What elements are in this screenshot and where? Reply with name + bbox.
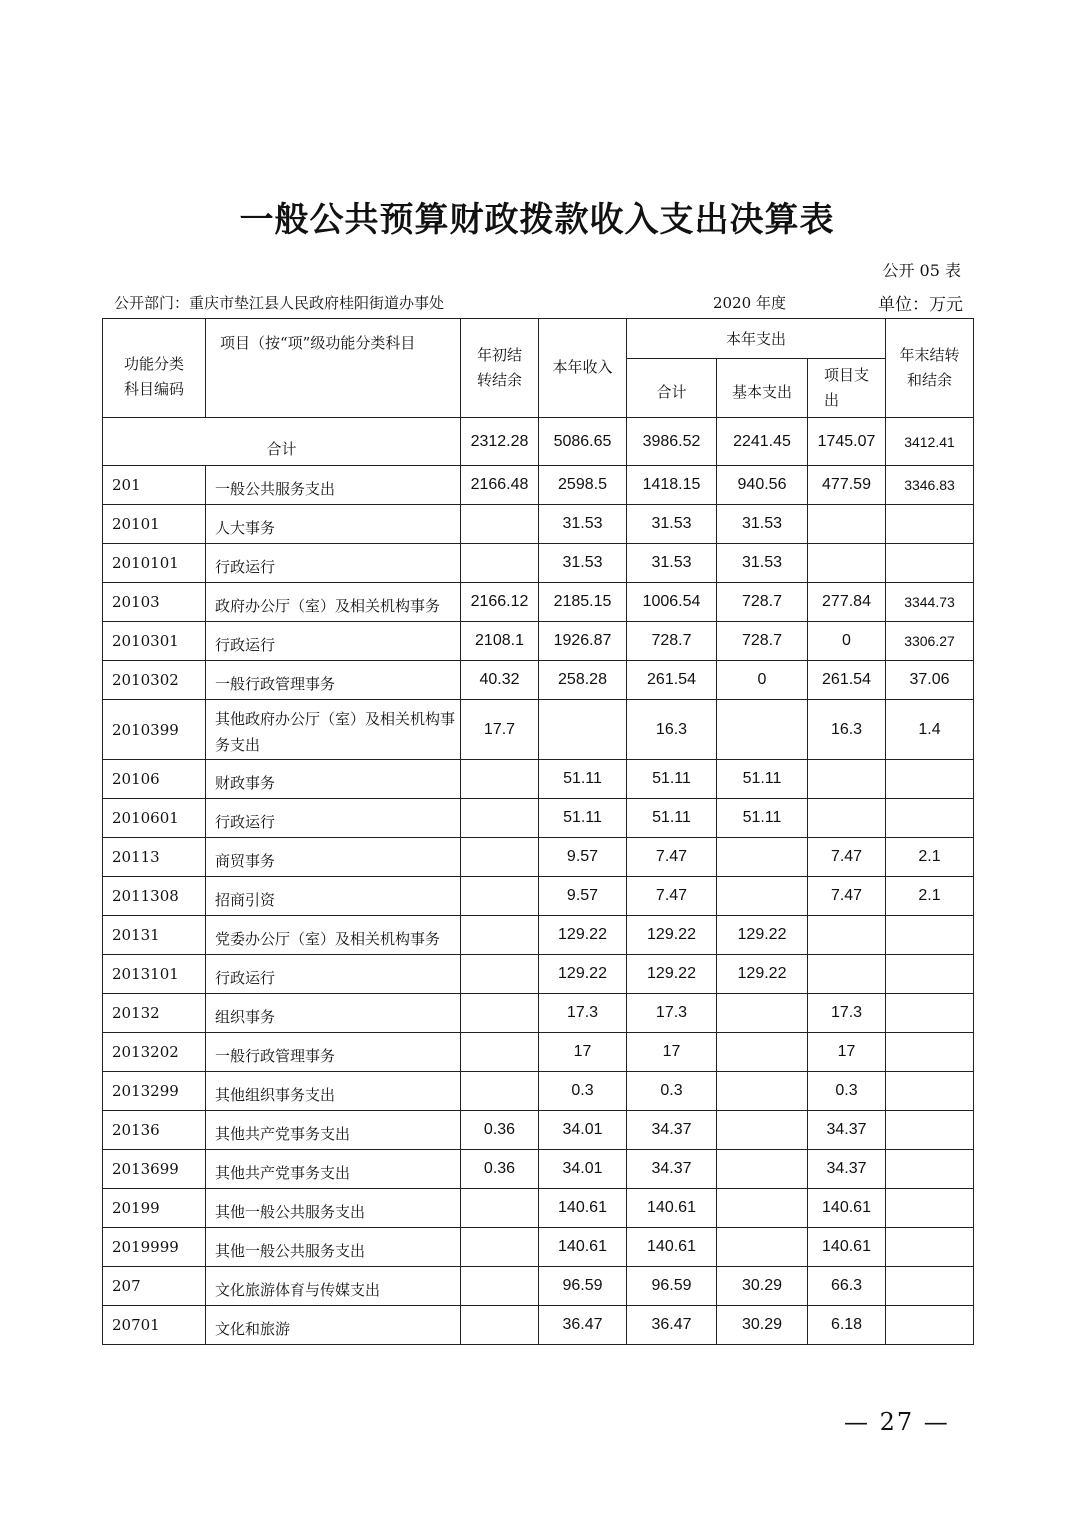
row-project [808,544,886,583]
row-code: 2010601 [103,799,206,838]
row-total: 17.3 [627,994,717,1033]
header-item: 项目（按“项”级功能分类科目 [206,319,461,418]
row-basic: 728.7 [717,583,808,622]
row-name: 其他共产党事务支出 [206,1150,461,1189]
form-number: 公开 05 表 [882,261,961,280]
row-code: 20113 [103,838,206,877]
row-total: 7.47 [627,838,717,877]
row-income: 34.01 [539,1150,627,1189]
row-basic: 31.53 [717,544,808,583]
row-code: 20103 [103,583,206,622]
row-total: 51.11 [627,799,717,838]
row-name: 行政运行 [206,544,461,583]
row-name: 组织事务 [206,994,461,1033]
header-income: 本年收入 [539,319,627,418]
row-basic: 0 [717,661,808,700]
row-income: 31.53 [539,544,627,583]
row-code: 2010101 [103,544,206,583]
row-name: 招商引资 [206,877,461,916]
table-row [103,622,974,661]
table-row [103,505,974,544]
row-income: 140.61 [539,1228,627,1267]
row-end: 3306.27 [886,622,974,661]
row-project: 277.84 [808,583,886,622]
row-income: 31.53 [539,505,627,544]
row-total: 34.37 [627,1111,717,1150]
row-code: 20132 [103,994,206,1033]
table-row [103,544,974,583]
total-label: 合计 [103,418,461,466]
row-name: 其他组织事务支出 [206,1072,461,1111]
row-total: 96.59 [627,1267,717,1306]
row-end [886,916,974,955]
row-name: 其他一般公共服务支出 [206,1228,461,1267]
row-code: 2011308 [103,877,206,916]
total-expenditure: 3986.52 [627,418,717,466]
row-end [886,955,974,994]
row-begin [461,955,539,994]
row-project: 0 [808,622,886,661]
row-end [886,1228,974,1267]
total-income: 5086.65 [539,418,627,466]
row-end [886,1033,974,1072]
row-code: 2013101 [103,955,206,994]
row-code: 2010302 [103,661,206,700]
row-total: 17 [627,1033,717,1072]
row-total: 129.22 [627,916,717,955]
row-income [539,700,627,760]
row-begin: 2108.1 [461,622,539,661]
row-end: 2.1 [886,838,974,877]
row-total: 129.22 [627,955,717,994]
page-number: — 27 — [844,1408,950,1436]
table-row [103,799,974,838]
table-row [103,583,974,622]
fiscal-year: 2020 年度 [713,294,786,312]
row-end [886,994,974,1033]
row-basic [717,1228,808,1267]
row-begin [461,994,539,1033]
header-code: 功能分类科目编码 [103,319,206,418]
row-project: 7.47 [808,838,886,877]
row-basic: 728.7 [717,622,808,661]
table-row [103,1189,974,1228]
table-row [103,1150,974,1189]
row-basic [717,1072,808,1111]
row-basic: 51.11 [717,760,808,799]
row-name: 商贸事务 [206,838,461,877]
row-project: 34.37 [808,1111,886,1150]
row-end [886,1150,974,1189]
row-basic: 30.29 [717,1306,808,1345]
row-income: 34.01 [539,1111,627,1150]
total-row [103,418,974,466]
row-name: 其他政府办公厅（室）及相关机构事务支出 [206,700,461,760]
row-income: 129.22 [539,916,627,955]
table-row [103,955,974,994]
row-project: 7.47 [808,877,886,916]
table-row [103,838,974,877]
total-end: 3412.41 [886,418,974,466]
row-code: 20199 [103,1189,206,1228]
row-begin [461,1189,539,1228]
row-income: 17 [539,1033,627,1072]
row-total: 7.47 [627,877,717,916]
row-income: 140.61 [539,1189,627,1228]
row-total: 1006.54 [627,583,717,622]
row-basic [717,994,808,1033]
table-row [103,700,974,760]
row-income: 1926.87 [539,622,627,661]
row-name: 行政运行 [206,799,461,838]
row-basic: 51.11 [717,799,808,838]
row-project: 261.54 [808,661,886,700]
table-row [103,994,974,1033]
header-row-1 [103,319,974,359]
row-end [886,1111,974,1150]
row-end [886,1306,974,1345]
budget-table [102,318,974,1345]
row-total: 34.37 [627,1150,717,1189]
row-name: 一般行政管理事务 [206,661,461,700]
row-total: 140.61 [627,1228,717,1267]
row-project [808,505,886,544]
row-project: 17 [808,1033,886,1072]
row-name: 行政运行 [206,955,461,994]
header-total: 合计 [627,359,717,418]
row-income: 129.22 [539,955,627,994]
row-income: 17.3 [539,994,627,1033]
row-total: 36.47 [627,1306,717,1345]
header-end-balance: 年末结转和结余 [886,319,974,418]
row-name: 文化旅游体育与传媒支出 [206,1267,461,1306]
row-begin [461,544,539,583]
table-row [103,1033,974,1072]
row-name: 一般公共服务支出 [206,466,461,505]
table-row [103,466,974,505]
row-end: 1.4 [886,700,974,760]
row-project: 0.3 [808,1072,886,1111]
table-row [103,1111,974,1150]
row-end [886,544,974,583]
total-begin: 2312.28 [461,418,539,466]
row-project: 6.18 [808,1306,886,1345]
row-end: 37.06 [886,661,974,700]
row-total: 31.53 [627,544,717,583]
unit-label: 单位：万元 [878,295,963,315]
row-code: 20701 [103,1306,206,1345]
row-end [886,1267,974,1306]
total-project: 1745.07 [808,418,886,466]
row-code: 20101 [103,505,206,544]
row-total: 1418.15 [627,466,717,505]
row-begin [461,799,539,838]
header-project: 项目支出 [808,359,886,418]
row-name: 人大事务 [206,505,461,544]
row-name: 一般行政管理事务 [206,1033,461,1072]
row-basic [717,1189,808,1228]
row-name: 党委办公厅（室）及相关机构事务 [206,916,461,955]
row-basic: 30.29 [717,1267,808,1306]
table-row [103,916,974,955]
row-begin [461,877,539,916]
row-income: 2598.5 [539,466,627,505]
row-begin: 17.7 [461,700,539,760]
document-title: 一般公共预算财政拨款收入支出决算表 [239,200,835,240]
row-end: 2.1 [886,877,974,916]
row-name: 文化和旅游 [206,1306,461,1345]
row-code: 2010399 [103,700,206,760]
row-income: 51.11 [539,799,627,838]
row-begin: 40.32 [461,661,539,700]
row-begin [461,838,539,877]
row-end [886,1072,974,1111]
header-begin-balance: 年初结转结余 [461,319,539,418]
table-row [103,760,974,799]
row-begin: 2166.12 [461,583,539,622]
row-basic [717,838,808,877]
table-row [103,1072,974,1111]
table-row [103,1306,974,1345]
row-income: 0.3 [539,1072,627,1111]
row-begin [461,505,539,544]
row-begin: 0.36 [461,1150,539,1189]
row-project: 17.3 [808,994,886,1033]
row-project: 34.37 [808,1150,886,1189]
row-begin: 2166.48 [461,466,539,505]
row-code: 2013202 [103,1033,206,1072]
row-end [886,505,974,544]
row-project: 16.3 [808,700,886,760]
row-code: 207 [103,1267,206,1306]
table-row [103,877,974,916]
row-end: 3346.83 [886,466,974,505]
total-basic: 2241.45 [717,418,808,466]
row-project: 140.61 [808,1228,886,1267]
department-label: 公开部门：重庆市垫江县人民政府桂阳街道办事处 [114,294,445,312]
row-income: 9.57 [539,838,627,877]
row-begin [461,760,539,799]
row-basic [717,1111,808,1150]
row-begin [461,1228,539,1267]
table-row [103,661,974,700]
row-income: 258.28 [539,661,627,700]
row-basic: 940.56 [717,466,808,505]
row-project [808,955,886,994]
header-expenditure: 本年支出 [627,319,886,359]
row-end [886,799,974,838]
row-code: 201 [103,466,206,505]
row-basic [717,1033,808,1072]
row-code: 2019999 [103,1228,206,1267]
row-end [886,760,974,799]
row-name: 其他共产党事务支出 [206,1111,461,1150]
row-basic [717,700,808,760]
row-total: 0.3 [627,1072,717,1111]
row-project: 140.61 [808,1189,886,1228]
row-name: 其他一般公共服务支出 [206,1189,461,1228]
row-name: 行政运行 [206,622,461,661]
header-basic: 基本支出 [717,359,808,418]
row-income: 2185.15 [539,583,627,622]
row-basic [717,877,808,916]
row-code: 2010301 [103,622,206,661]
row-end [886,1189,974,1228]
row-code: 2013699 [103,1150,206,1189]
row-total: 728.7 [627,622,717,661]
row-income: 9.57 [539,877,627,916]
row-basic: 129.22 [717,955,808,994]
row-total: 51.11 [627,760,717,799]
row-begin [461,1267,539,1306]
row-end: 3344.73 [886,583,974,622]
row-basic [717,1150,808,1189]
row-project: 66.3 [808,1267,886,1306]
row-project [808,760,886,799]
row-basic: 129.22 [717,916,808,955]
row-total: 261.54 [627,661,717,700]
row-code: 20136 [103,1111,206,1150]
row-income: 51.11 [539,760,627,799]
row-project [808,799,886,838]
row-total: 31.53 [627,505,717,544]
row-basic: 31.53 [717,505,808,544]
row-code: 2013299 [103,1072,206,1111]
table-row [103,1267,974,1306]
row-begin [461,916,539,955]
row-project: 477.59 [808,466,886,505]
row-begin: 0.36 [461,1111,539,1150]
row-begin [461,1306,539,1345]
row-begin [461,1033,539,1072]
row-total: 140.61 [627,1189,717,1228]
row-project [808,916,886,955]
row-code: 20106 [103,760,206,799]
table-row [103,1228,974,1267]
row-income: 36.47 [539,1306,627,1345]
row-total: 16.3 [627,700,717,760]
row-name: 政府办公厅（室）及相关机构事务 [206,583,461,622]
row-income: 96.59 [539,1267,627,1306]
row-code: 20131 [103,916,206,955]
row-name: 财政事务 [206,760,461,799]
row-begin [461,1072,539,1111]
